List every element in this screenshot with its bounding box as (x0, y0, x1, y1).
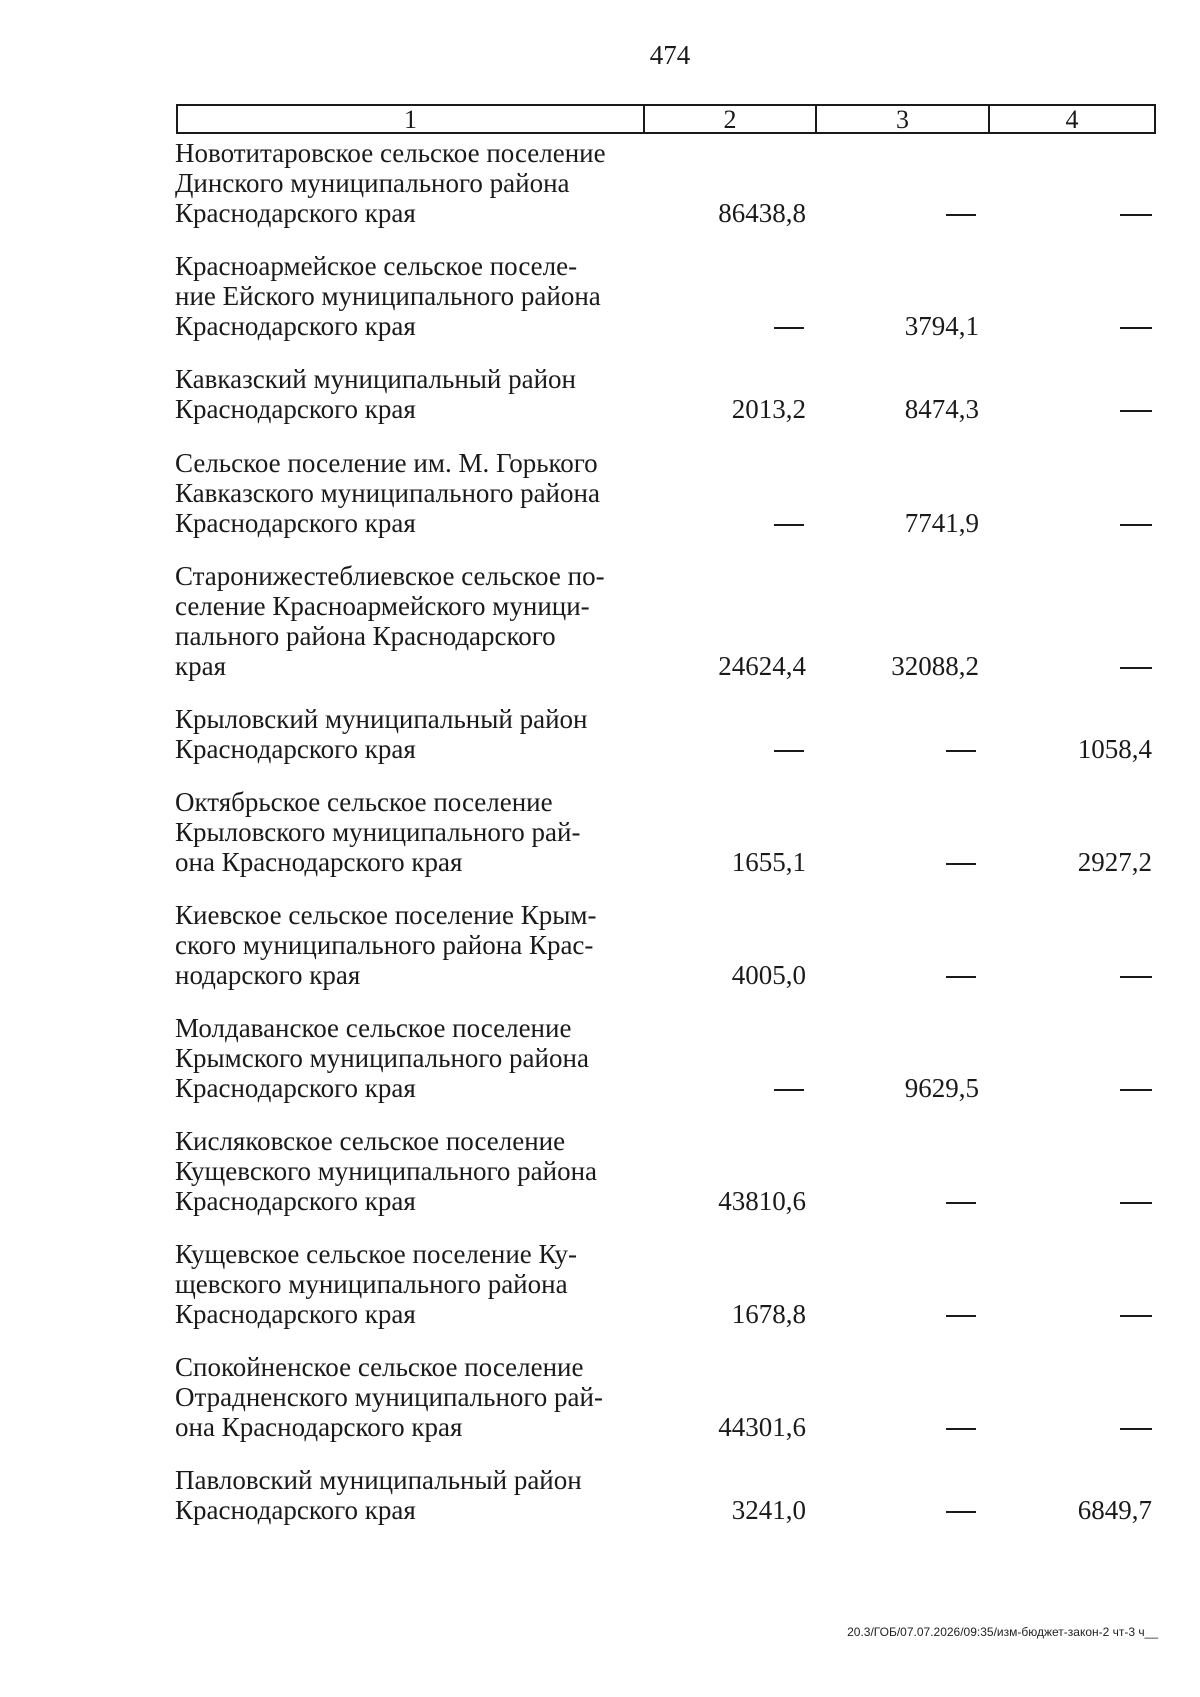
row-col-3-value: 32088,2 (891, 651, 979, 681)
row-col-4-dash (1120, 327, 1152, 329)
row-col-4-dash (1120, 524, 1152, 526)
row-col-4-dash (1120, 667, 1152, 669)
row-col-2-value: 3241,0 (731, 1495, 806, 1525)
row-col-3-value: 9629,5 (904, 1073, 979, 1103)
row-col-4-value: 6849,7 (1077, 1495, 1152, 1525)
footer-stamp: 20.3/ГОБ/07.07.2026/09:35/изм-бюджет-закон-2 чт-3 ч__ (847, 1625, 1158, 1639)
row-col-3-dash (946, 1315, 976, 1317)
row-col-4-dash (1120, 1315, 1152, 1317)
row-col-3-dash (946, 863, 976, 865)
row-name: Кисляковское сельское поселение Кущевского муниципального района Краснодарского края (175, 1126, 598, 1216)
row-name: Молдаванское сельское поселение Крымского муниципального района Краснодарского края (175, 1013, 589, 1103)
row-col-2-value: 1655,1 (731, 847, 806, 877)
header-col-2: 2 (643, 106, 815, 132)
row-col-2-value: 24624,4 (718, 651, 806, 681)
row-col-2-dash (774, 524, 804, 526)
table-header (176, 104, 1156, 134)
row-col-3-dash (946, 1428, 976, 1430)
header-col-1: 1 (404, 105, 417, 134)
row-col-4-dash (1120, 976, 1152, 978)
row-name: Киевское сельское поселение Крым- ского муниципального района Крас- нодарского края (175, 900, 597, 990)
header-col-3: 3 (815, 106, 988, 132)
row-col-2-value: 86438,8 (718, 198, 806, 228)
page-number: 474 (649, 40, 691, 70)
row-col-4-dash (1120, 214, 1152, 216)
row-col-3-value: 3794,1 (904, 311, 979, 341)
row-name: Спокойненское сельское поселение Отрадненского муниципального рай- она Краснодарского края (175, 1352, 603, 1442)
row-col-3-dash (946, 1511, 976, 1513)
row-name: Павловский муниципальный район Краснодарского края (175, 1465, 582, 1525)
row-name: Кавказский муниципальный район Краснодарского края (175, 364, 577, 424)
header-col-4: 4 (988, 106, 1154, 132)
row-col-4-dash (1120, 1428, 1152, 1430)
row-col-4-dash (1120, 410, 1152, 412)
row-col-2-dash (774, 1089, 804, 1091)
row-col-2-value: 43810,6 (718, 1186, 806, 1216)
row-col-2-value: 44301,6 (718, 1412, 806, 1442)
row-col-2-value: 2013,2 (731, 394, 806, 424)
row-name: Крыловский муниципальный район Краснодарского края (175, 704, 588, 764)
row-name: Сельское поселение им. М. Горького Кавказского муниципального района Краснодарского края (175, 448, 600, 538)
row-name: Кущевское сельское поселение Ку- щевского муниципального района Краснодарского края (175, 1239, 577, 1329)
row-name: Красноармейское сельское поселе- ние Ейского муниципального района Краснодарского края (175, 251, 601, 341)
row-col-2-dash (774, 750, 804, 752)
row-col-3-dash (946, 214, 976, 216)
row-col-3-dash (946, 750, 976, 752)
row-name: Новотитаровское сельское поселение Динского муниципального района Краснодарского края (175, 138, 606, 228)
row-col-3-value: 7741,9 (904, 508, 979, 538)
row-col-2-value: 1678,8 (731, 1299, 806, 1329)
row-col-3-dash (946, 1202, 976, 1204)
row-col-3-dash (946, 976, 976, 978)
row-col-4-dash (1120, 1202, 1152, 1204)
row-name: Октябрьское сельское поселение Крыловского муниципального рай- она Краснодарского края (175, 787, 581, 877)
row-col-4-value: 1058,4 (1077, 734, 1152, 764)
row-col-2-value: 4005,0 (731, 960, 806, 990)
row-col-2-dash (774, 327, 804, 329)
row-name: Старонижестеблиевское сельское по- селение Красноармейского муници- пального района Краснодарского края (175, 561, 605, 681)
row-col-3-value: 8474,3 (904, 394, 979, 424)
row-col-4-dash (1120, 1089, 1152, 1091)
row-col-4-value: 2927,2 (1077, 847, 1152, 877)
